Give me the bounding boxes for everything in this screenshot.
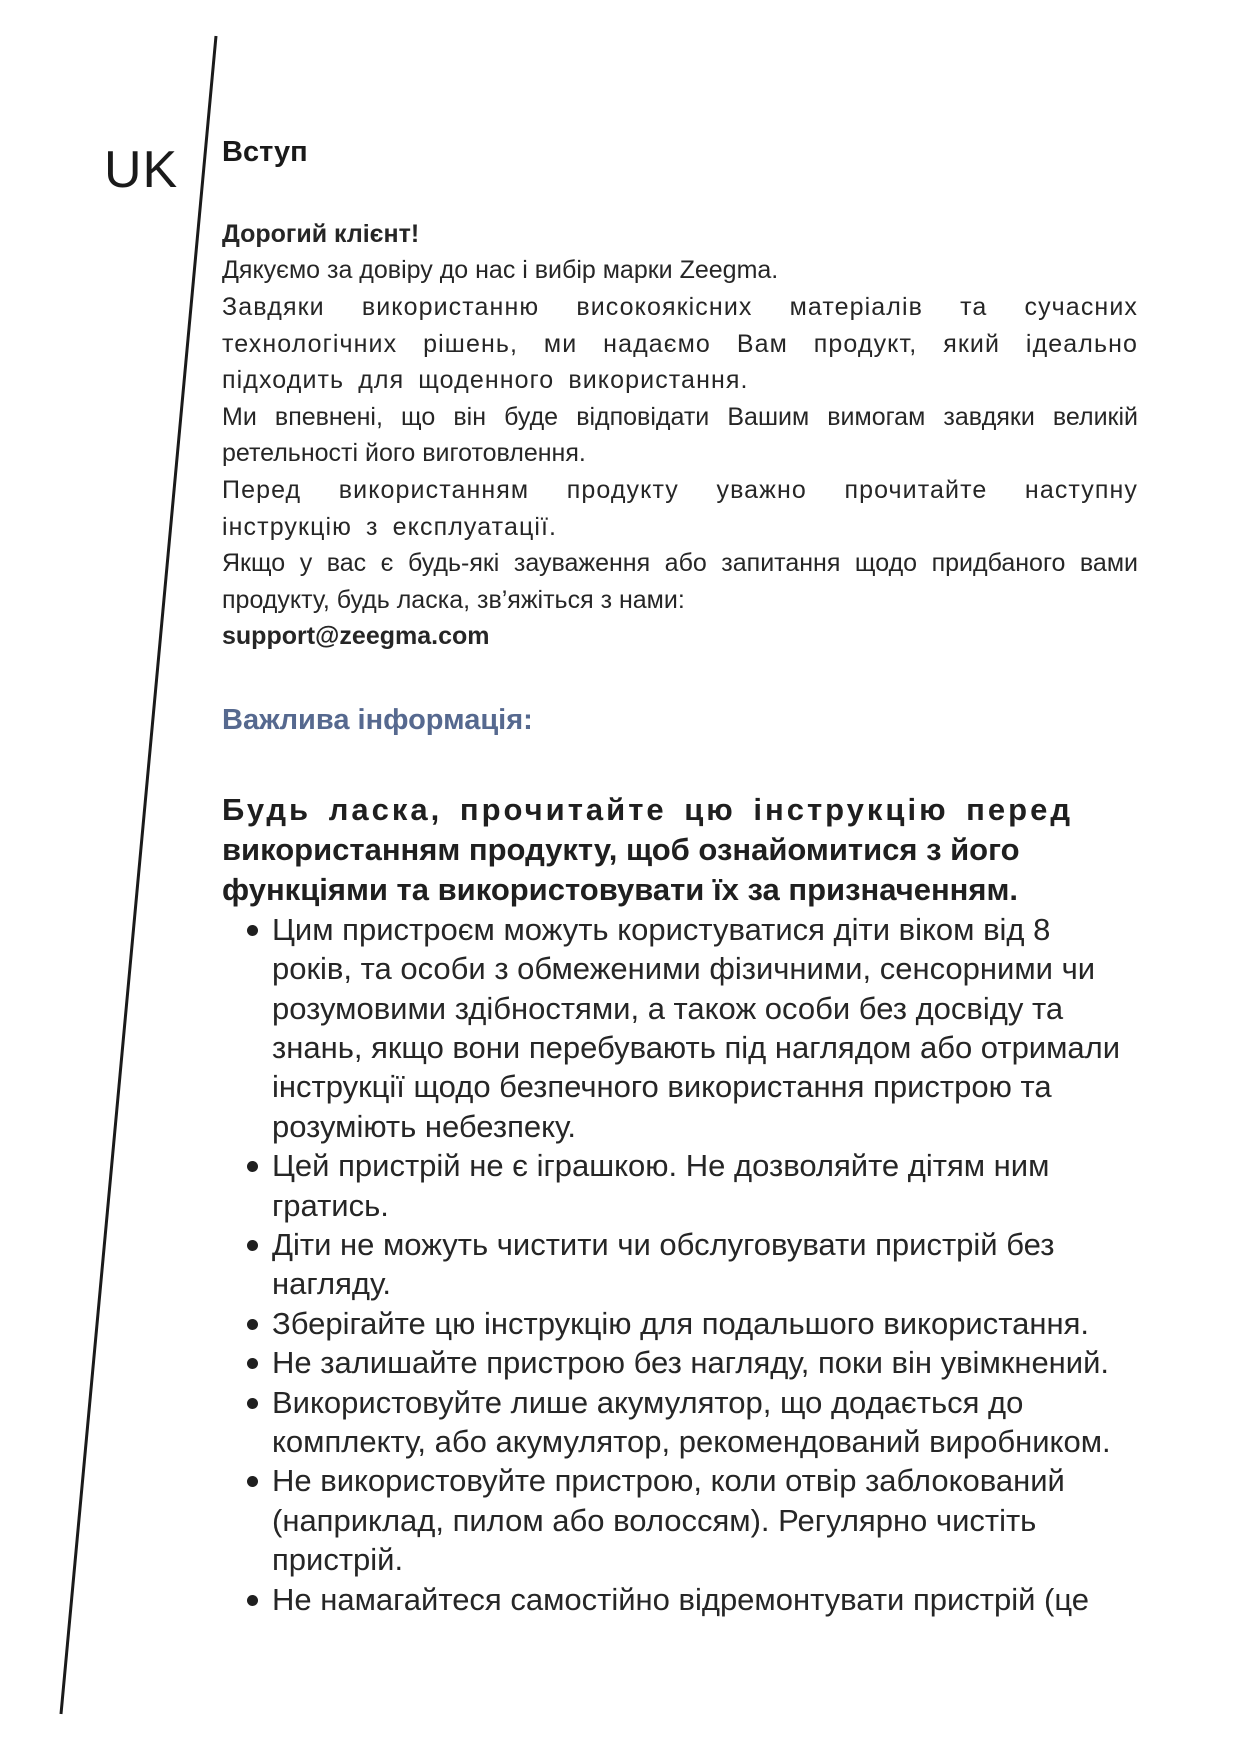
list-item-text: Не використовуйте пристрою, коли отвір заблокований (наприклад, пилом або волоссям). Регулярно чистіть пристрій. bbox=[272, 1463, 1065, 1578]
list-item-text: Використовуйте лише акумулятор, що додається до комплекту, або акумулятор, рекомендований виробником. bbox=[272, 1384, 1111, 1459]
important-info-heading: Важлива інформація: bbox=[222, 703, 533, 736]
bullet-icon bbox=[247, 1595, 258, 1606]
list-item-text: Цей пристрій не є іграшкою. Не дозволяйте дітям ним гратись. bbox=[272, 1148, 1050, 1223]
list-item bbox=[222, 1580, 1138, 1619]
bullet-icon bbox=[247, 1358, 258, 1369]
list-item bbox=[222, 1304, 1138, 1343]
intro-text bbox=[222, 216, 1138, 655]
list-item-text: Цим пристроєм можуть користуватися діти віком від 8 років, та особи з обмеженими фізичними, сенсорними чи розумовими здібностями, а також особи без досвіду та знань, якщо вони перебувають під наглядом або отримали інструкції щодо безпечного використання пристрою та розуміють небезпеку. bbox=[272, 911, 1121, 1144]
language-code: UK bbox=[104, 141, 179, 199]
list-item-text: Не намагайтеся самостійно відремонтувати пристрій (це bbox=[272, 1581, 1090, 1617]
bullet-icon bbox=[247, 1476, 258, 1487]
list-item bbox=[222, 1461, 1138, 1579]
bullet-icon bbox=[247, 1319, 258, 1330]
important-lead-line2: використанням продукту, щоб ознайомитися з його функціями та використовувати їх за призначенням. bbox=[222, 831, 1020, 907]
important-lead bbox=[222, 790, 1138, 910]
support-email[interactable]: support@zeegma.com bbox=[222, 622, 490, 651]
quality-paragraph: Завдяки використанню високоякісних матеріалів та сучасних технологічних рішень, ми надаємо Вам продукт, який ідеально підходить для щоденного використання. bbox=[222, 292, 1138, 395]
contact-paragraph: Якщо у вас є будь-які зауваження або запитання щодо придбаного вами продукту, будь ласка, зв’яжіться з нами: bbox=[222, 549, 1138, 614]
list-item-text: Зберігайте цю інструкцію для подальшого використання. bbox=[272, 1305, 1089, 1341]
intro-heading: Вступ bbox=[222, 136, 308, 168]
list-item bbox=[222, 1383, 1138, 1462]
bullet-icon bbox=[247, 1240, 258, 1251]
list-item bbox=[222, 1343, 1138, 1382]
list-item bbox=[222, 1146, 1138, 1225]
list-item-text: Діти не можуть чистити чи обслуговувати пристрій без нагляду. bbox=[272, 1226, 1055, 1302]
safety-list bbox=[222, 910, 1138, 1619]
document-content bbox=[222, 135, 1138, 1619]
thanks-paragraph: Дякуємо за довіру до нас і вибір марки Zeegma. bbox=[222, 256, 779, 285]
confidence-paragraph: Ми впевнені, що він буде відповідати Вашим вимогам завдяки великій ретельності його виготовлення. bbox=[222, 402, 1138, 468]
list-item-text: Не залишайте пристрою без нагляду, поки він увімкнений. bbox=[272, 1345, 1110, 1381]
list-item bbox=[222, 1225, 1138, 1304]
bullet-icon bbox=[247, 1161, 258, 1172]
list-item bbox=[222, 910, 1138, 1146]
read-manual-paragraph: Перед використанням продукту уважно прочитайте наступну інструкцію з експлуатації. bbox=[222, 475, 1138, 541]
greeting: Дорогий клієнт! bbox=[222, 219, 420, 248]
important-lead-line1: Будь ласка, прочитайте цю інструкцію перед bbox=[222, 791, 1074, 827]
bullet-icon bbox=[247, 925, 258, 936]
bullet-icon bbox=[247, 1398, 258, 1409]
